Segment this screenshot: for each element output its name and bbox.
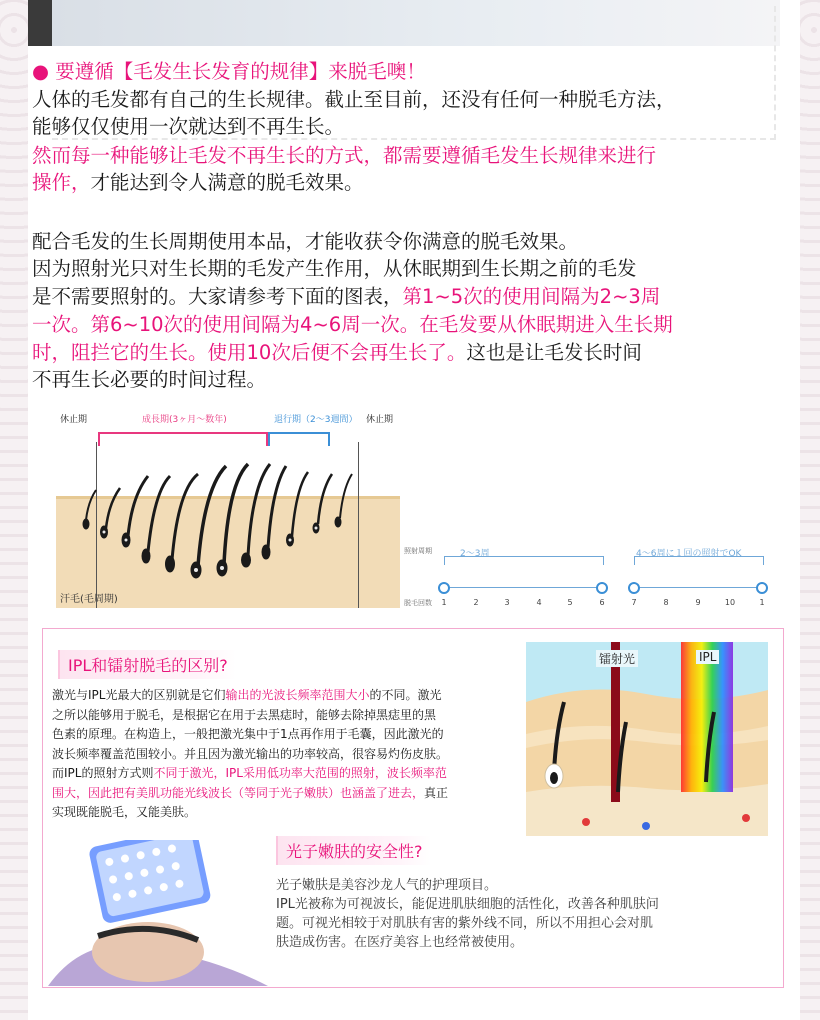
face-device-photo <box>48 840 268 986</box>
led-mask-illustration <box>48 840 268 986</box>
ipl-heading: IPL和镭射脱毛的区别? <box>58 650 236 679</box>
ipl-line-6: 围大，因此把有美肌功能光线波长（等同于光子嫩肤）也涵盖了进去，真正 <box>52 786 449 800</box>
intro-line-2: 能够仅仅使用一次就达到不再生长。 <box>32 115 345 138</box>
photon-line-3: 题。可视光相较于对肌肤有害的紫外线不同，所以不用担心会对肌 <box>276 916 654 931</box>
interval-bracket-2 <box>634 556 764 565</box>
label-laser: 镭射光 <box>596 650 638 667</box>
tick-label: 10 <box>724 598 736 607</box>
body-line-3: 是不需要照射的。大家请参考下面的图表，第1~5次的使用间隔为2~3周 <box>32 285 661 308</box>
body-line-5: 时，阻拦它的生长。使用10次后便不会再生长了。这也是让毛发长时间 <box>32 341 642 364</box>
left-border-pattern <box>0 0 28 1020</box>
ipl-line-5: 而IPL的照射方式则不同于激光，IPL采用低功率大范围的照射，波长频率范 <box>52 766 447 780</box>
body-line-1: 配合毛发的生长周期使用本品，才能收获令你满意的脱毛效果。 <box>32 230 579 253</box>
schedule-row-label-1: 照射周期 <box>404 547 432 555</box>
tick-label: 5 <box>567 598 573 607</box>
ipl-line-1: 激光与IPL光最大的区别就是它们输出的光波长频率范围大小的不同。激光 <box>52 688 442 702</box>
bullet-icon: ● <box>32 60 50 83</box>
schedule-row-label-2: 脱毛回数 <box>404 599 432 607</box>
tick-label: 2 <box>473 598 479 607</box>
tick-label: 7 <box>631 598 637 607</box>
intro-line-3: 然而每一种能够让毛发不再生长的方式，都需要遵循毛发生长规律来进行 <box>32 144 657 167</box>
tick-label: 8 <box>663 598 669 607</box>
schedule-line-2 <box>634 587 762 588</box>
tick-label: 3 <box>504 598 510 607</box>
hair-strands <box>56 408 400 608</box>
skin-cross-section <box>526 642 768 836</box>
tick-label: 1 <box>441 598 447 607</box>
photon-line-1: 光子嫩肤是美容沙龙人气的护理项目。 <box>276 878 498 893</box>
laser-ipl-illustration <box>526 642 768 836</box>
photon-heading: 光子嫩肤的安全性? <box>276 836 431 865</box>
intro-heading: ● 要遵循【毛发生长发育的规律】来脱毛噢！ <box>32 60 426 83</box>
interval-bracket-1 <box>444 556 604 565</box>
treatment-schedule <box>400 540 780 610</box>
ipl-line-7: 实现既能脱毛，又能美肤。 <box>52 805 197 819</box>
label-ipl: IPL <box>696 650 719 664</box>
intro-line-1: 人体的毛发都有自己的生长规律。截止至目前，还没有任何一种脱毛方法， <box>32 88 676 111</box>
body-line-4: 一次。第6~10次的使用间隔为4~6周一次。在毛发要从休眠期进入生长期 <box>32 313 673 336</box>
tick-label: 4 <box>536 598 542 607</box>
ipl-line-4: 波长频率覆盖范围较小。并且因为激光输出的功率较高，很容易灼伤皮肤。 <box>52 747 449 761</box>
tick-label: 9 <box>695 598 701 607</box>
interval-label-1: 2～3周 <box>460 549 490 559</box>
label-growth: 成長期(3ヶ月～数年) <box>142 415 227 425</box>
photon-line-4: 肤造成伤害。在医疗美容上也经常被使用。 <box>276 935 524 950</box>
label-rest-2: 休止期 <box>366 415 394 425</box>
body-line-2: 因为照射光只对生长期的毛发产生作用，从休眠期到生长期之前的毛发 <box>32 257 637 280</box>
hair-cycle-diagram <box>56 408 400 608</box>
tick-label: 6 <box>599 598 605 607</box>
intro-line-4: 操作，才能达到令人满意的脱毛效果。 <box>32 171 364 194</box>
schedule-marker <box>438 582 450 594</box>
schedule-marker <box>628 582 640 594</box>
schedule-marker <box>756 582 768 594</box>
schedule-line-1 <box>444 587 602 588</box>
photon-line-2: IPL光被称为可视波长，能促进肌肤细胞的活性化，改善各种肌肤问 <box>276 897 659 912</box>
right-border-pattern <box>800 0 820 1020</box>
schedule-marker <box>596 582 608 594</box>
diagram-caption: 汗毛(毛周期) <box>60 594 118 605</box>
ipl-line-3: 色素的原理。在构造上，一般把激光集中于1点再作用于毛囊，因此激光的 <box>52 727 444 741</box>
label-regress: 退行期（2～3週間） <box>274 415 358 425</box>
interval-label-2: 4～6周に１回の照射でOK <box>636 549 742 559</box>
label-rest-1: 休止期 <box>60 415 88 425</box>
tick-label: 1 <box>759 598 765 607</box>
ipl-line-2: 之所以能够用于脱毛，是根据它在用于去黑痣时，能够去除掉黑痣里的黑 <box>52 708 437 722</box>
body-line-6: 不再生长必要的时间过程。 <box>32 368 267 391</box>
